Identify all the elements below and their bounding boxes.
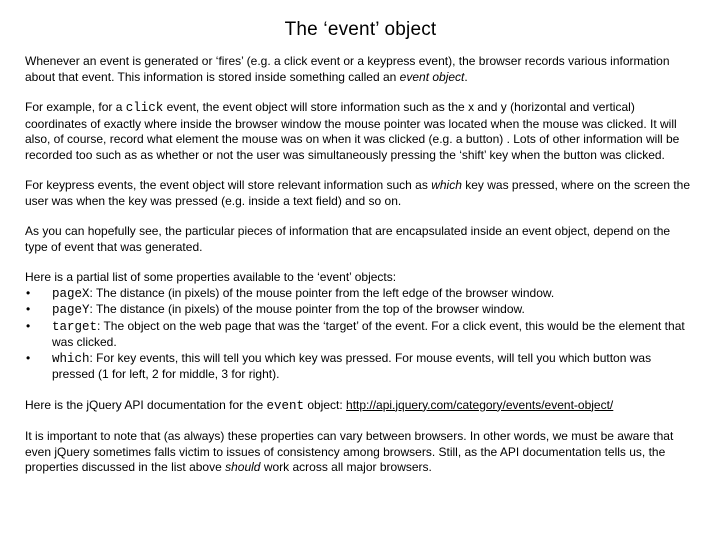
intro-end: . xyxy=(464,69,468,84)
list-item xyxy=(25,286,696,303)
should-emphasis: should xyxy=(225,460,261,474)
property-description: : For key events, this will tell you which key was pressed. For mouse events, will tell you which button was pressed (1 for left, 2 for middle, 3 for right). xyxy=(52,350,652,381)
jquery-api-link[interactable]: http://api.jquery.com/category/events/event-object/ xyxy=(346,397,614,412)
summary-paragraph: As you can hopefully see, the particular pieces of information that are encapsulated inside an event object, depend on the type of event that was generated. xyxy=(25,224,671,254)
api-text-a: Here is the jQuery API documentation for the xyxy=(25,397,267,412)
bullet-icon: • xyxy=(26,318,31,333)
page-title: The ‘event’ object xyxy=(284,19,437,40)
which-emphasis: which xyxy=(431,178,462,192)
property-code: pageY xyxy=(52,303,90,317)
click-example-paragraph xyxy=(25,100,696,163)
click-text-b: event, the event object will store information such as the x and y (horizontal and vertical) coordinates of exactly where inside the browser window the mouse pointer was located when the mouse was clicked. It will also, of course, record what element the mouse was on when it was clicked (e.g. a button) . Lots of other information will be recorded too such as as whether or not the user was simultaneously pressing the ‘shift’ key when the button was clicked. xyxy=(25,100,680,162)
property-description: : The distance (in pixels) of the mouse pointer from the top of the browser window. xyxy=(89,302,525,316)
content-body xyxy=(25,54,696,476)
compat-text-a: It is important to note that (as always) these properties can vary between browsers. In other words, we must be aware that even jQuery sometimes falls victim to issues of consistency among browsers. Still, as the API documentation tells us, the properties discussed in the list above xyxy=(25,429,674,474)
api-text-b: object: xyxy=(303,397,347,412)
properties-section xyxy=(25,270,696,383)
properties-list xyxy=(25,286,696,383)
event-code: event xyxy=(266,398,304,413)
list-item xyxy=(25,351,696,383)
click-code: click xyxy=(125,101,164,115)
list-item xyxy=(25,302,696,319)
property-description: : The distance (in pixels) of the mouse pointer from the left edge of the browser window. xyxy=(89,285,555,300)
property-code: which xyxy=(52,351,90,366)
intro-paragraph xyxy=(25,54,696,85)
keypress-paragraph xyxy=(25,178,696,209)
property-description: : The object on the web page that was the ‘target’ of the event. For a click event, this would be the element that was clicked. xyxy=(52,318,685,349)
bullet-icon: • xyxy=(26,350,31,365)
bullet-icon: • xyxy=(26,302,31,316)
compat-paragraph xyxy=(25,429,696,476)
event-object-emphasis: event object xyxy=(399,69,465,84)
bullet-icon: • xyxy=(26,285,31,300)
list-item xyxy=(25,319,696,351)
property-code: target xyxy=(52,319,98,334)
compat-text-b: work across all major browsers. xyxy=(260,460,432,474)
property-code: pageX xyxy=(52,286,90,301)
api-doc-paragraph xyxy=(25,398,696,415)
keypress-text-a: For keypress events, the event object will store relevant information such as xyxy=(25,178,432,192)
intro-text: Whenever an event is generated or ‘fires’ (e.g. a click event or a keypress event), the browser records various information about that event. This information is stored inside something called an xyxy=(25,54,670,84)
click-text-a: For example, for a xyxy=(25,100,126,114)
keypress-text-b: key was pressed, where on the screen the user was when the key was pressed (e.g. inside a text field) and so on. xyxy=(25,178,691,208)
properties-intro: Here is a partial list of some properties available to the ‘event’ objects: xyxy=(25,270,397,284)
